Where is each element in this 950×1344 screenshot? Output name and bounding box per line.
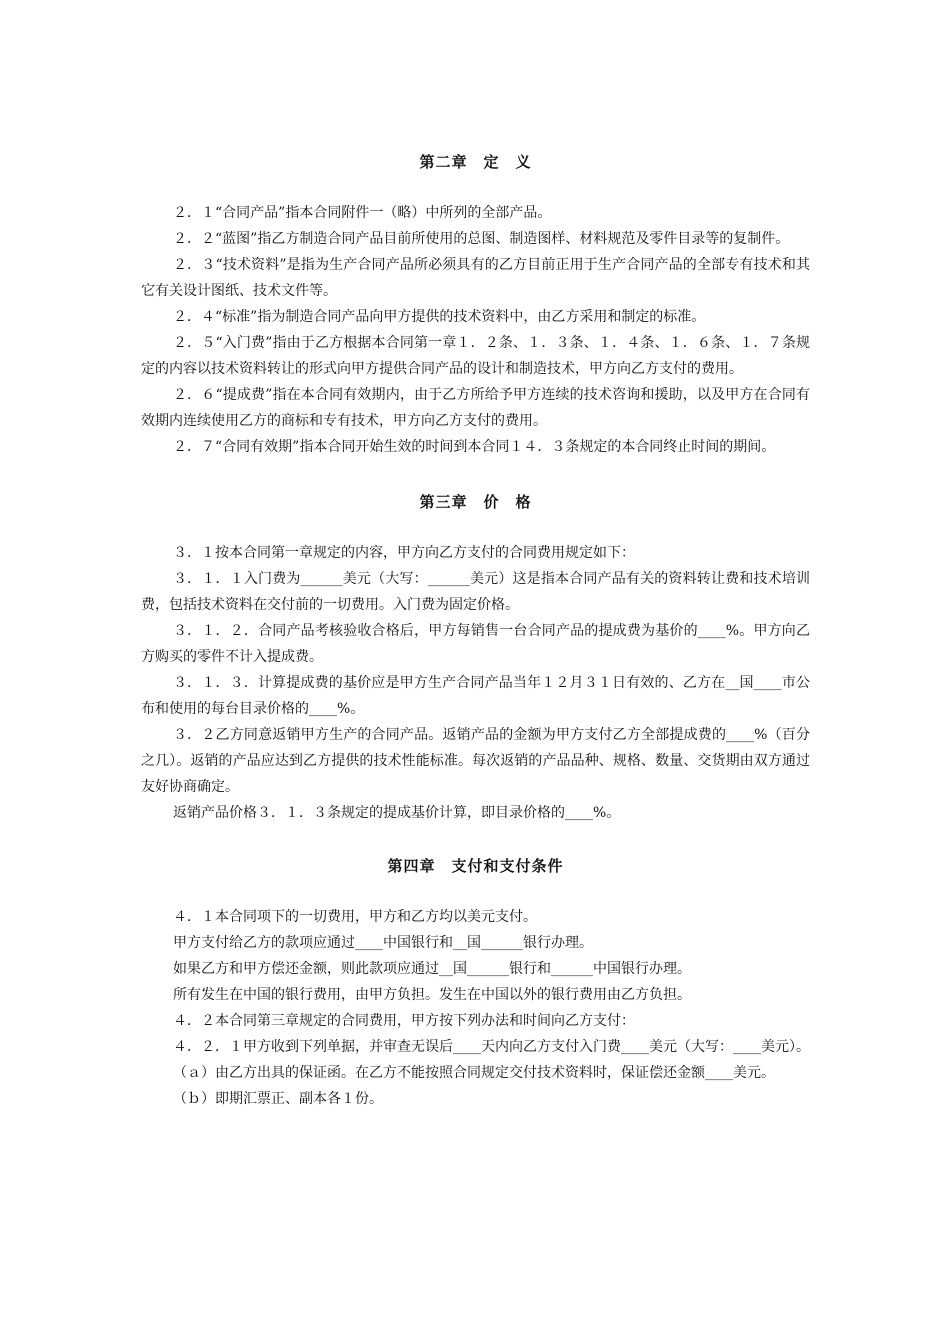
clause-2-1: ２．１“合同产品”指本合同附件一（略）中所列的全部产品。 [173, 205, 552, 221]
clause-4-2-1-b: （ｂ）即期汇票正、副本各１份。 [173, 1091, 383, 1107]
clause-4-1-refund: 如果乙方和甲方偿还金额，则此款项应通过__国______银行和______中国银行办理。 [173, 961, 691, 977]
clause-2-2: ２．２“蓝图”指乙方制造合同产品目前所使用的总图、制造图样、材料规范及零件目录等的复制件。 [173, 231, 790, 247]
chapter-2-title: 第二章 定 义 [419, 153, 532, 171]
clause-4-2-1-a: （ａ）由乙方出具的保证函。在乙方不能按照合同规定交付技术资料时，保证偿还金额____美元。 [173, 1065, 775, 1081]
clause-4-1-fees: 所有发生在中国的银行费用，由甲方负担。发生在中国以外的银行费用由乙方负担。 [173, 987, 691, 1003]
clause-3-1-3: ３．１．３．计算提成费的基价应是甲方生产合同产品当年１２月３１日有效的、乙方在__国____市公布和使用的每台目录价格的____%。 [141, 675, 810, 717]
clause-2-4: ２．４“标准”指为制造合同产品向甲方提供的技术资料中，由乙方采用和制定的标准。 [173, 309, 706, 325]
clause-3-1-2: ３．１．２．合同产品考核验收合格后，甲方每销售一台合同产品的提成费为基价的____%。甲方向乙方购买的零件不计入提成费。 [141, 623, 810, 665]
clause-4-1: ４．１本合同项下的一切费用，甲方和乙方均以美元支付。 [173, 909, 537, 925]
clause-4-2-1: ４．２．１甲方收到下列单据，并审查无误后____天内向乙方支付入门费____美元（大写：____美元）。 [173, 1039, 810, 1055]
clause-2-5: ２．５“入门费”指由于乙方根据本合同第一章１．２条、１．３条、１．４条、１．６条、１．７条规定的内容以技术资料转让的形式向甲方提供合同产品的设计和制造技术，甲方向乙方支付的费用。 [141, 335, 810, 377]
clause-3-1: ３．１按本合同第一章规定的内容，甲方向乙方支付的合同费用规定如下： [173, 545, 635, 561]
chapter-4-title: 第四章 支付和支付条件 [387, 857, 564, 875]
clause-2-6: ２．６“提成费”指在本合同有效期内，由于乙方所给予甲方连续的技术咨询和援助，以及甲方在合同有效期内连续使用乙方的商标和专有技术，甲方向乙方支付的费用。 [141, 387, 810, 429]
clause-2-3: ２．３“技术资料”是指为生产合同产品所必须具有的乙方目前正用于生产合同产品的全部专有技术和其它有关设计图纸、技术文件等。 [141, 257, 810, 299]
clause-3-1-1: ３．１．１入门费为______美元（大写：______美元）这是指本合同产品有关的资料转让费和技术培训费，包括技术资料在交付前的一切费用。入门费为固定价格。 [141, 571, 810, 613]
clause-2-7: ２．７“合同有效期”指本合同开始生效的时间到本合同１４．３条规定的本合同终止时间的期间。 [173, 439, 776, 455]
document-page [141, 150, 810, 1112]
clause-4-1-bank: 甲方支付给乙方的款项应通过____中国银行和__国______银行办理。 [173, 935, 593, 951]
clause-4-2: ４．２本合同第三章规定的合同费用，甲方按下列办法和时间向乙方支付： [173, 1013, 635, 1029]
clause-3-2-price: 返销产品价格３．１．３条规定的提成基价计算，即目录价格的____%。 [173, 805, 621, 821]
chapter-3-title: 第三章 价 格 [419, 493, 532, 511]
clause-3-2: ３．２乙方同意返销甲方生产的合同产品。返销产品的金额为甲方支付乙方全部提成费的____%（百分之几）。返销的产品应达到乙方提供的技术性能标准。每次返销的产品品种、规格、数量、交货期由双方通过友好协商确定。 [141, 727, 810, 795]
